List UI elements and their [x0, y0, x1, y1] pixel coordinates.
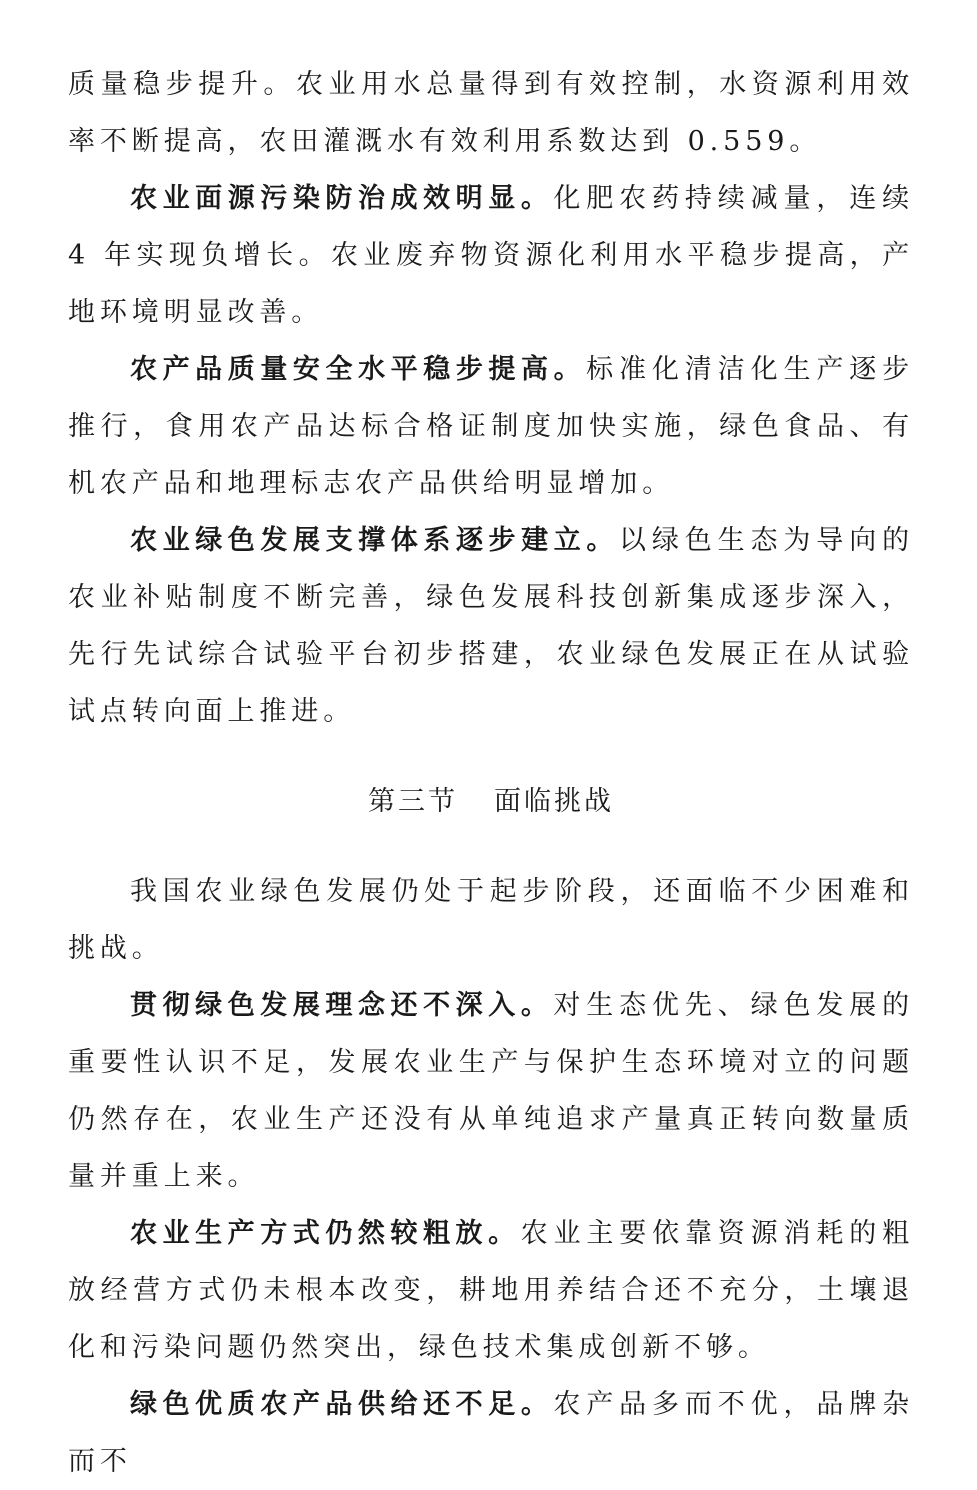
paragraph-text: 农业主要依靠资源消耗的粗放经营方式仍未根本改变，耕地用养结合还不充分，土壤退化和污染问题仍然突出，绿色技术集成创新不够。 [68, 1218, 914, 1363]
document-page [68, 56, 914, 1490]
paragraph-lead: 贯彻绿色发展理念还不深入。 [130, 990, 554, 1021]
section-title: 面临挑战 [494, 786, 614, 817]
paragraph-text: 以绿色生态为导向的农业补贴制度不断完善，绿色发展科技创新集成逐步深入，先行先试综合试验平台初步搭建，农业绿色发展正在从试验试点转向面上推进。 [68, 525, 914, 727]
paragraph-production-mode [68, 1205, 914, 1376]
paragraph-lead: 绿色优质农产品供给还不足。 [130, 1389, 554, 1420]
paragraph-text: 化肥农药持续减量，连续 4 年实现负增长。农业废弃物资源化利用水平稳步提高，产地环境明显改善。 [68, 183, 914, 328]
paragraph-text: 对生态优先、绿色发展的重要性认识不足，发展农业生产与保护生态环境对立的问题仍然存在，农业生产还没有从单纯追求产量真正转向数量质量并重上来。 [68, 990, 914, 1192]
paragraph-green-supply [68, 1376, 914, 1490]
paragraph-text: 我国农业绿色发展仍处于起步阶段，还面临不少困难和挑战。 [68, 876, 914, 964]
paragraph-challenges-intro [68, 863, 914, 977]
paragraph-lead: 农业面源污染防治成效明显。 [130, 183, 554, 214]
paragraph-lead: 农业生产方式仍然较粗放。 [130, 1218, 521, 1249]
paragraph-continuation [68, 56, 914, 170]
paragraph-pollution-control [68, 170, 914, 341]
section-number: 第三节 [368, 786, 458, 817]
paragraph-lead: 农业绿色发展支撑体系逐步建立。 [130, 525, 619, 556]
paragraph-support-system [68, 512, 914, 740]
paragraph-lead: 农产品质量安全水平稳步提高。 [130, 354, 587, 385]
paragraph-text: 农产品多而不优，品牌杂而不 [68, 1389, 914, 1477]
paragraph-text: 质量稳步提升。农业用水总量得到有效控制，水资源利用效率不断提高，农田灌溉水有效利用系数达到 0.559。 [68, 69, 914, 157]
paragraph-green-concept [68, 977, 914, 1205]
section-heading [68, 773, 914, 830]
paragraph-text: 标准化清洁化生产逐步推行，食用农产品达标合格证制度加快实施，绿色食品、有机农产品和地理标志农产品供给明显增加。 [68, 354, 914, 499]
paragraph-product-quality [68, 341, 914, 512]
